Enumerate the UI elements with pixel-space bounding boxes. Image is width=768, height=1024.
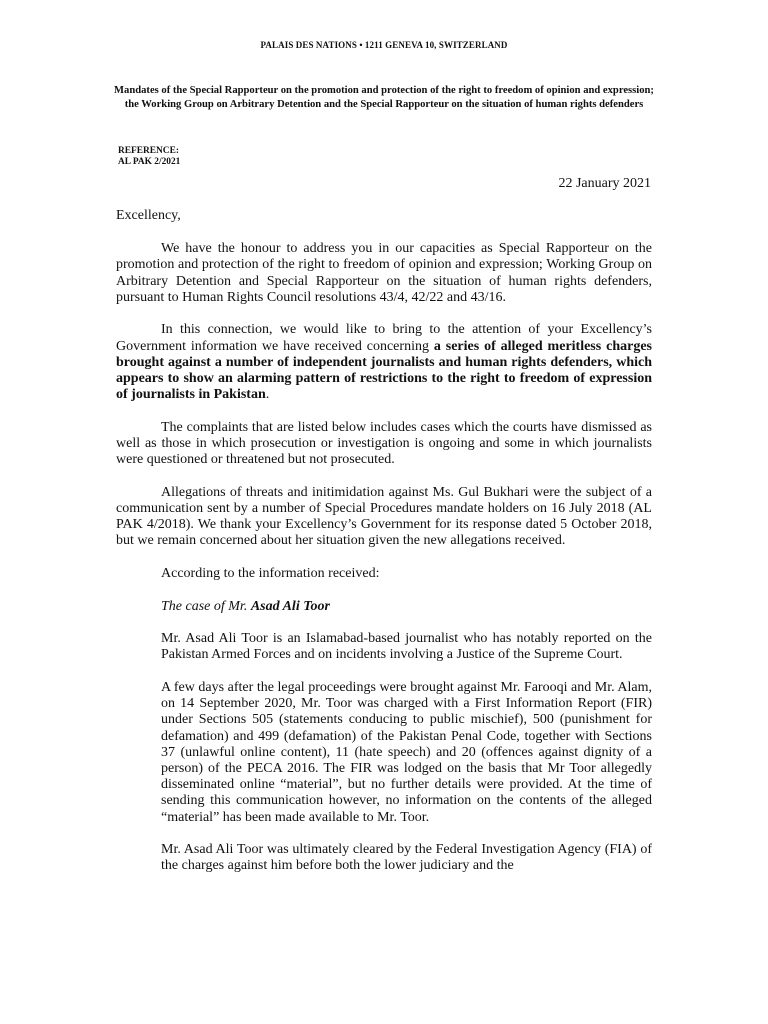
salutation: Excellency, bbox=[116, 208, 181, 223]
paragraph-2-start: In this connection, we would like to bring to the attention of your Excellency’s Government information we have received concerning bbox=[116, 322, 652, 354]
paragraph-2-bold: a series of alleged meritless charges brought against a number of independent journalists and human rights defenders, which appears to show an alarming pattern of restrictions to the right to freedom of expression of journalists in Pakistan bbox=[116, 338, 652, 403]
letterhead-address: PALAIS DES NATIONS • 1211 GENEVA 10, SWITZERLAND bbox=[260, 40, 508, 50]
paragraph-2 bbox=[116, 322, 652, 403]
paragraph-8: Mr. Asad Ali Toor was ultimately cleared by the Federal Investigation Agency (FIA) of the charges against him before both the lower judiciary and the bbox=[161, 842, 652, 874]
mandates-title: Mandates of the Special Rapporteur on the promotion and protection of the right to freedom of opinion and expression; the Working Group on Arbitrary Detention and the Special Rapporteur on the situation of human rights defenders bbox=[114, 85, 654, 110]
paragraph-2-end: . bbox=[265, 387, 270, 403]
paragraph-6: Mr. Asad Ali Toor is an Islamabad-based journalist who has notably reported on the Pakistan Armed Forces and on incidents involving a Justice of the Supreme Court. bbox=[161, 631, 652, 663]
letter-body bbox=[116, 208, 652, 891]
paragraph-4: Allegations of threats and initimidation against Ms. Gul Bukhari were the subject of a communication sent by a number of Special Procedures mandate holders on 16 July 2018 (AL PAK 4/2018). We thank your Excellency’s Government for its response dated 5 October 2018, but we remain concerned about her situation given the new allegations received. bbox=[116, 484, 652, 549]
case-heading-prefix: The case of Mr. bbox=[161, 598, 251, 614]
letter-date: 22 January 2021 bbox=[558, 176, 651, 191]
case-heading bbox=[116, 599, 652, 615]
reference-code: AL PAK 2/2021 bbox=[118, 157, 181, 167]
case-heading-name: Asad Ali Toor bbox=[250, 598, 330, 614]
paragraph-3: The complaints that are listed below includes cases which the courts have dismissed as well as those in which prosecution or investigation is ongoing and some in which journalists were questioned or threatened but not prosecuted. bbox=[116, 419, 652, 468]
paragraph-5: According to the information received: bbox=[161, 566, 380, 582]
reference-label: REFERENCE: bbox=[118, 146, 179, 156]
paragraph-7: A few days after the legal proceedings were brought against Mr. Farooqi and Mr. Alam, on 14 September 2020, Mr. Toor was charged with a First Information Report (FIR) under Sections 505 (statements conducing to public mischief), 500 (punishment for defamation) and 499 (defamation) of the Pakistan Penal Code, together with Sections 37 (unlawful online content), 11 (hate speech) and 20 (offences against dignity of a person) of the PECA 2016. The FIR was lodged on the basis that Mr Toor allegedly disseminated online “material”, but no further details were provided. At the time of sending this communication however, no information on the contents of the alleged “material” has been made available to Mr. Toor. bbox=[161, 680, 652, 825]
reference-block bbox=[118, 146, 180, 168]
paragraph-1: We have the honour to address you in our capacities as Special Rapporteur on the promotion and protection of the right to freedom of opinion and expression; Working Group on Arbitrary Detention and Special Rapporteur on the situation of human rights defenders, pursuant to Human Rights Council resolutions 43/4, 42/22 and 43/16. bbox=[116, 241, 652, 305]
